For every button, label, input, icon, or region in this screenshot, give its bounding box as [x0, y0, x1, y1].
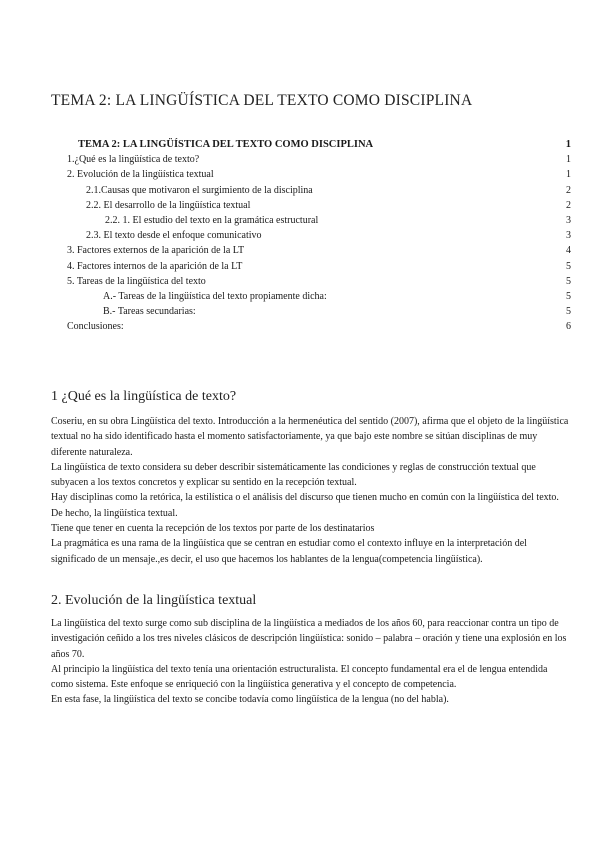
paragraph: La lingüística del texto surge como sub disciplina de la lingüística a mediados de los años 60, para reaccionar contra un tipo de investigación ceñido a los tres niveles clásicos de descripción lingüística: sonido – palabra – oración y tiene una explosión en los años 70. — [51, 618, 567, 660]
toc-entry[interactable] — [51, 137, 571, 152]
toc-entry-page: 5 — [566, 290, 571, 302]
toc-entry-text: 5. Tareas de la lingüística del texto — [67, 275, 206, 287]
toc-entry-text: 2.3. El texto desde el enfoque comunicativo — [86, 230, 262, 242]
toc-entry-text: B.- Tareas secundarias: — [103, 306, 196, 318]
toc-entry-text: Conclusiones: — [67, 321, 124, 333]
paragraph: Hay disciplinas como la retórica, la estilística o el análisis del discurso que tienen mucho en común con la lingüística del texto. De hecho, la lingüística textual. — [51, 492, 559, 519]
toc-entry-text: A.- Tareas de la lingüística del texto propiamente dicha: — [103, 290, 327, 302]
toc-entry-page: 5 — [566, 275, 571, 287]
document-title: TEMA 2: LA LINGÜÍSTICA DEL TEXTO COMO DISCIPLINA — [51, 92, 473, 109]
toc-entry-page: 3 — [566, 230, 571, 242]
section-body — [51, 414, 571, 567]
paragraph: Al principio la lingüística del texto tenía una orientación estructuralista. El concepto fundamental era el de lengua entendida como sistema. Este enfoque se enriqueció con la lingüística generativa y el concepto de competencia. — [51, 663, 548, 691]
table-of-contents — [51, 137, 571, 334]
toc-entry-page: 2 — [566, 199, 571, 211]
toc-entry[interactable] — [51, 274, 571, 289]
toc-entry[interactable] — [51, 183, 571, 198]
toc-entry[interactable] — [51, 319, 571, 334]
toc-entry-text: 2.1.Causas que motivaron el surgimiento de la disciplina — [86, 184, 313, 196]
toc-entry-page: 4 — [566, 245, 571, 257]
toc-entry-page: 1 — [566, 169, 571, 181]
toc-entry-text: 2.2. 1. El estudio del texto en la gramática estructural — [105, 214, 319, 226]
paragraph: Coseriu, en su obra Lingüística del texto. Introducción a la hermenéutica del sentido (2007), afirma que el objeto de la lingüística textual no ha sido identificado hasta el momento satisfactoriamente, ya que bajo este nombre se sitúan disciplinas de muy diferente naturaleza. — [51, 416, 569, 458]
toc-entry-page: 2 — [566, 184, 571, 196]
paragraph: Tiene que tener en cuenta la recepción de los textos por parte de los destinatarios — [51, 523, 375, 535]
toc-entry[interactable] — [51, 289, 571, 304]
toc-entry-text: 4. Factores internos de la aparición de la LT — [67, 260, 243, 272]
section-heading: 1 ¿Qué es la lingüística de texto? — [51, 389, 237, 404]
toc-entry-page: 3 — [566, 214, 571, 226]
paragraph: La lingüística de texto considera su deber describir sistemáticamente las condiciones y reglas de construcción textual que subyacen a los textos concretos y explicar su sentido en la recepción textual. — [51, 461, 536, 489]
toc-entry[interactable] — [51, 167, 571, 182]
toc-entry-page: 1 — [565, 139, 571, 150]
toc-entry[interactable] — [51, 198, 571, 213]
toc-entry-page: 1 — [566, 154, 571, 166]
toc-entry-text: 3. Factores externos de la aparición de la LT — [67, 245, 245, 257]
toc-entry-page: 5 — [566, 306, 571, 318]
toc-entry[interactable] — [51, 243, 571, 258]
section-heading: 2. Evolución de la lingüística textual — [51, 593, 257, 608]
paragraph: En esta fase, la lingüística del texto se concibe todavía como lingüística de la lengua (no del habla). — [51, 694, 449, 706]
toc-entry[interactable] — [51, 213, 571, 228]
section-body — [51, 616, 571, 708]
toc-entry-text: 2.2. El desarrollo de la lingüística textual — [86, 199, 251, 211]
toc-entry[interactable] — [51, 259, 571, 274]
paragraph: La pragmática es una rama de la lingüística que se centran en estudiar como el contexto influye en la interpretación del significado de un mensaje.,es decir, el uso que hacemos los hablantes de la lengua(competencia lingüística). — [51, 538, 527, 565]
toc-entry[interactable] — [51, 152, 571, 167]
toc-entry-text: TEMA 2: LA LINGÜÍSTICA DEL TEXTO COMO DISCIPLINA — [78, 139, 374, 150]
toc-entry[interactable] — [51, 304, 571, 319]
toc-entry-text: 1.¿Qué es la lingüística de texto? — [67, 154, 200, 166]
toc-entry[interactable] — [51, 228, 571, 243]
toc-entry-page: 5 — [566, 260, 571, 272]
toc-entry-page: 6 — [566, 321, 571, 333]
toc-entry-text: 2. Evolución de la lingüística textual — [67, 169, 214, 181]
